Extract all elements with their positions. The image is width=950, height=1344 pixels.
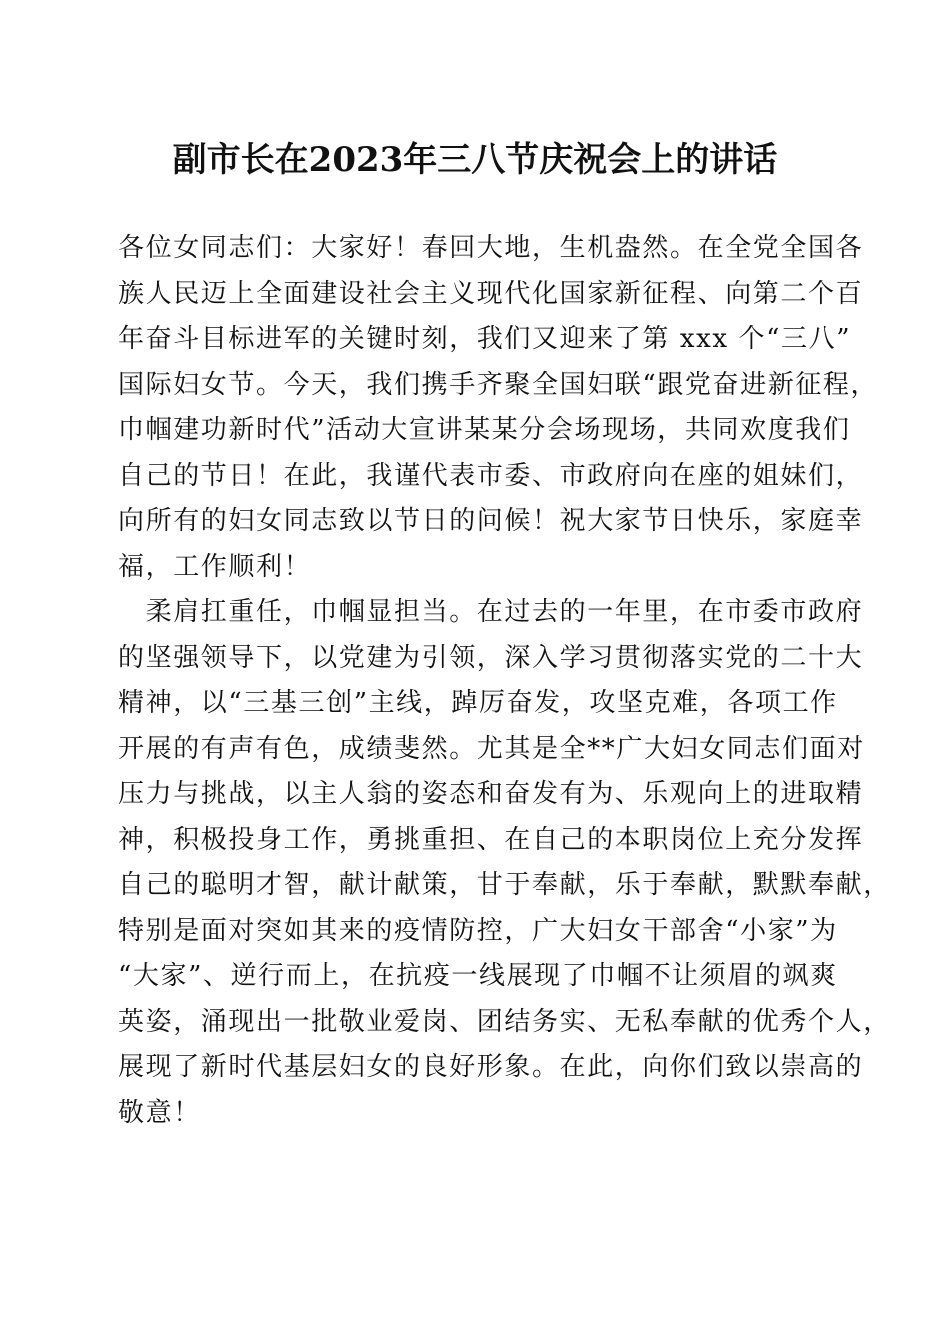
text-line: 向所有的妇女同志致以节日的问候！祝大家节日快乐，家庭幸 [118, 506, 864, 536]
text-line: 开展的有声有色，成绩斐然。尤其是全**广大妇女同志们面对 [118, 733, 865, 764]
text-line: 神，积极投身工作，勇挑重担、在自己的本职岗位上充分发挥 [118, 824, 864, 855]
text-line: 各位女同志们：大家好！春回大地，生机盎然。在全党全国各 [118, 233, 864, 263]
paragraph-greeting [118, 226, 879, 590]
document-title: 副市长在2023年三八节庆祝会上的讲话 [172, 140, 778, 180]
text-line: 族人民迈上全面建设社会主义现代化国家新征程、向第二个百 [118, 278, 864, 309]
text-line: 精神，以“三基三创”主线，踔厉奋发，攻坚克难，各项工作 [118, 688, 838, 718]
paragraph-achievements [118, 590, 891, 1136]
text-line: 国际妇女节。今天，我们携手齐聚全国妇联“跟党奋进新征程， [118, 369, 879, 400]
text-line: 的坚强领导下，以党建为引领，深入学习贯彻落实党的二十大 [118, 642, 864, 673]
text-line: 年奋斗目标进军的关键时刻，我们又迎来了第 xxx 个“三八” [118, 324, 852, 354]
text-line: 压力与挑战，以主人翁的姿态和奋发有为、乐观向上的进取精 [118, 779, 864, 809]
text-line: 敬意！ [118, 1097, 201, 1128]
text-line: 柔肩扛重任，巾帼显担当。在过去的一年里，在市委市政府 [118, 597, 864, 627]
text-line: 巾帼建功新时代”活动大宣讲某某分会场现场，共同欢度我们 [118, 415, 851, 445]
text-line: 福，工作顺利！ [118, 551, 312, 582]
text-line: 特别是面对突如其来的疫情防控，广大妇女干部舍“小家”为 [118, 915, 838, 946]
document-body [118, 226, 891, 1136]
text-line: 自己的聪明才智，献计献策，甘于奉献，乐于奉献，默默奉献， [118, 870, 891, 900]
text-line: 英姿，涌现出一批敬业爱岗、团结务实、无私奉献的优秀个人， [118, 1006, 891, 1037]
text-line: 展现了新时代基层妇女的良好形象。在此，向你们致以崇高的 [118, 1052, 864, 1082]
text-line: 自己的节日！在此，我谨代表市委、市政府向在座的姐妹们， [118, 460, 864, 491]
text-line: “大家”、逆行而上，在抗疫一线展现了巾帼不让须眉的飒爽 [118, 961, 838, 991]
